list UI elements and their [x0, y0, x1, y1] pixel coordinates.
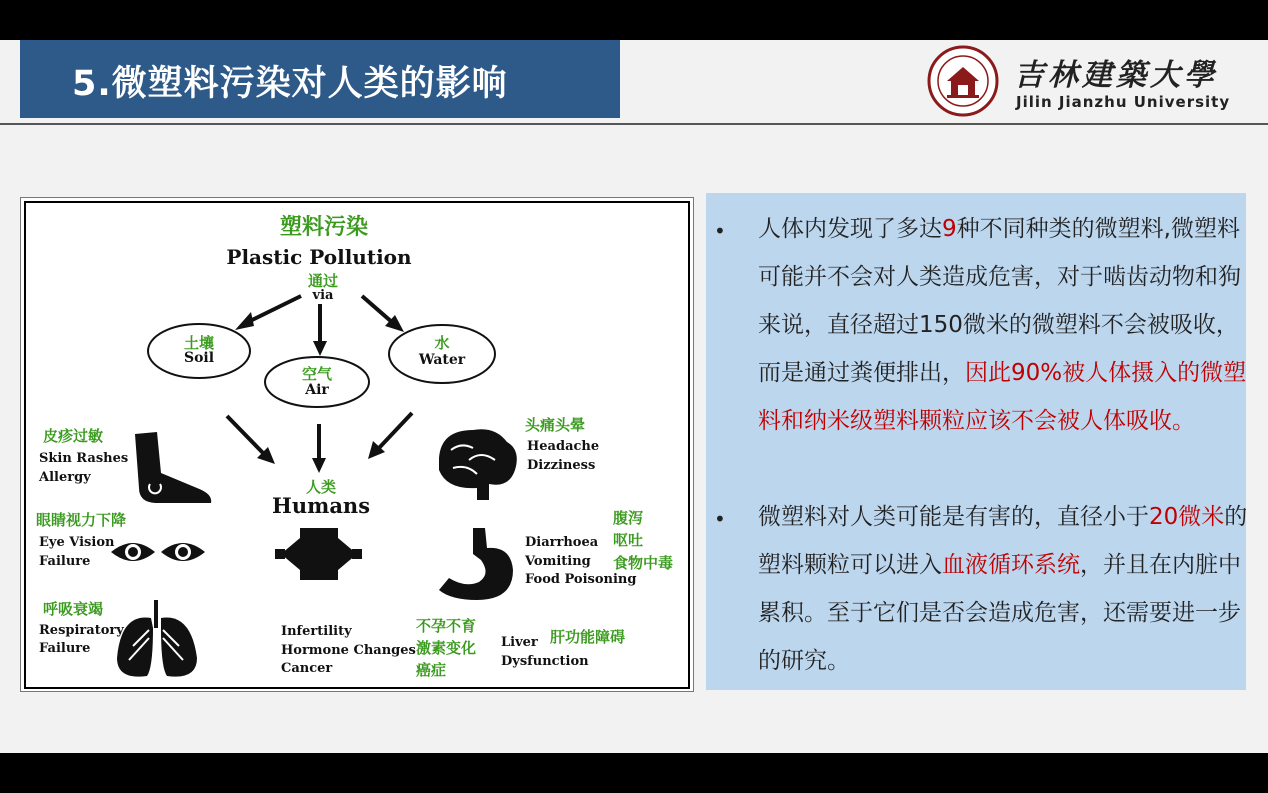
label-eye-en-2: Failure — [39, 554, 91, 569]
label-skin-en-1: Skin Rashes — [39, 451, 129, 466]
label-air-cn: 空气 — [301, 365, 333, 383]
label-head-cn: 头痛头晕 — [525, 416, 586, 434]
label-resp-cn: 呼吸衰竭 — [43, 600, 104, 618]
bullet-1-text-a: 人体内发现了多达 — [758, 216, 942, 242]
label-stomach-cn-1: 腹泻 — [613, 509, 644, 527]
bullet-2-text-c: ，并且在内脏中累积。至于它们是否会造成危害，还需要进一步的研究。 — [758, 552, 1241, 674]
bullet-2-highlight-size: 20微米 — [1149, 504, 1225, 530]
brain-icon — [439, 429, 517, 500]
bullet-2-text-b: 的塑料颗粒可以进入 — [758, 504, 1248, 578]
label-resp-en-2: Failure — [39, 641, 91, 656]
label-humans-cn: 人类 — [305, 478, 337, 496]
label-liver-cn: 肝功能障碍 — [550, 628, 626, 646]
university-logo — [927, 45, 1247, 117]
bullet-marker: • — [714, 507, 726, 531]
label-via-en: via — [312, 288, 334, 303]
label-eye-en-1: Eye Vision — [39, 535, 115, 550]
figure-diagram — [21, 198, 693, 691]
university-name-en: Jilin Jianzhu University — [1016, 93, 1231, 111]
arrows-to-humans — [227, 413, 412, 473]
label-skin-cn: 皮疹过敏 — [43, 427, 104, 445]
arrows-from-pollution — [235, 296, 404, 356]
label-soil-en: Soil — [183, 350, 215, 366]
label-plastic-pollution-en: Plastic Pollution — [226, 245, 412, 269]
health-effects-figure — [20, 197, 694, 692]
bullet-2-highlight-system: 血液循环系统 — [942, 552, 1080, 578]
label-humans-en: Humans — [271, 493, 371, 518]
label-resp-en-1: Respiratory — [39, 623, 124, 638]
bullet-1-text-b: 种不同种类的微塑料,微塑料可能并不会对人类造成危害，对于啮齿动物和狗来说，直径超过150微米的微塑料不会被吸收，而是通过粪便排出， — [758, 216, 1241, 386]
label-head-en-2: Dizziness — [527, 458, 596, 473]
label-stomach-en-2: Vomiting — [525, 554, 591, 569]
label-stomach-en-3: Food Poisoning — [525, 572, 637, 587]
label-repro-cn-2: 激素变化 — [416, 639, 477, 657]
label-liver-en-2: Dysfunction — [501, 654, 589, 669]
label-via-cn: 通过 — [307, 272, 339, 290]
label-water-cn: 水 — [434, 334, 450, 352]
label-eye-cn: 眼睛视力下降 — [36, 511, 127, 529]
humans-symbol-icon — [275, 528, 362, 580]
label-head-en-1: Headache — [527, 439, 600, 454]
slide-title: 5.微塑料污染对人类的影响 — [72, 64, 508, 104]
bullet-text-1 — [758, 205, 1248, 445]
label-soil-cn: 土壤 — [183, 334, 215, 352]
slide — [0, 40, 1268, 753]
label-repro-cn-1: 不孕不育 — [416, 617, 477, 635]
label-stomach-cn-2: 呕吐 — [613, 531, 644, 549]
label-plastic-pollution-cn: 塑料污染 — [279, 215, 369, 240]
bullet-1-number: 9 — [942, 216, 957, 242]
header-divider — [0, 123, 1268, 125]
label-repro-cn-3: 癌症 — [416, 661, 447, 679]
label-air-en: Air — [305, 382, 329, 398]
label-stomach-cn-3: 食物中毒 — [613, 554, 674, 572]
label-repro-en-3: Cancer — [281, 661, 333, 676]
title-bar — [20, 40, 620, 118]
lungs-icon — [117, 600, 197, 677]
foot-icon — [135, 432, 211, 503]
eyes-icon — [111, 543, 205, 561]
bullet-2-text-a: 微塑料对人类可能是有害的，直径小于 — [758, 504, 1149, 530]
label-repro-en-1: Infertility — [281, 624, 352, 639]
label-liver-en-1: Liver — [501, 635, 538, 650]
label-skin-en-2: Allergy — [39, 470, 91, 485]
label-repro-en-2: Hormone Changes — [281, 643, 416, 658]
label-stomach-en-1: Diarrhoea — [525, 535, 599, 550]
stomach-icon — [439, 528, 513, 600]
bullet-text-2 — [758, 493, 1248, 685]
university-name-cn: 吉林建築大學 — [1014, 58, 1218, 93]
bullet-1-highlight: 因此90%被人体摄入的微塑料和纳米级塑料颗粒应该不会被人体吸收。 — [758, 360, 1247, 434]
label-water-en: Water — [418, 352, 466, 368]
summary-textbox — [706, 193, 1246, 690]
university-emblem-icon — [927, 45, 999, 117]
bullet-marker: • — [714, 219, 726, 243]
